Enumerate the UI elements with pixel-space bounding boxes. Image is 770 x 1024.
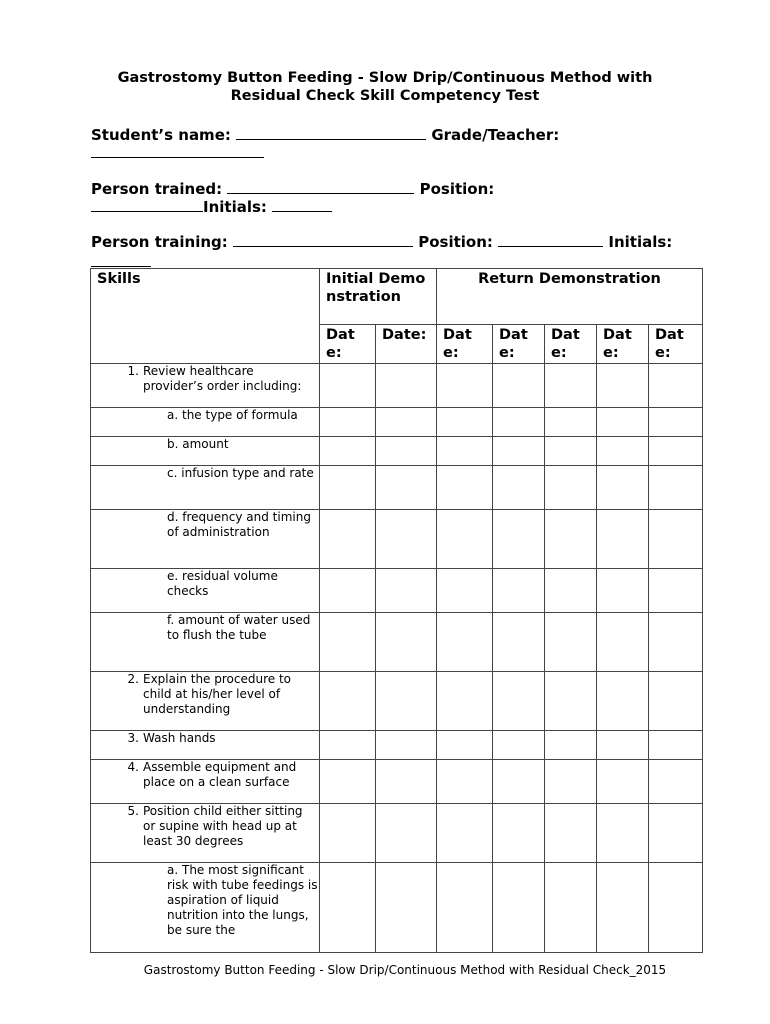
return-demo-cell[interactable]: [597, 364, 649, 408]
sub-skill-label: amount of water used to flush the tube: [167, 613, 311, 642]
initial-demo-cell[interactable]: [376, 760, 437, 804]
initial-demo-cell[interactable]: [376, 804, 437, 863]
student-name-label: Student’s name:: [91, 126, 231, 144]
skill-cell: [91, 466, 320, 510]
return-demo-cell[interactable]: [649, 466, 703, 510]
table-row: [91, 437, 703, 466]
skill-cell: [91, 613, 320, 672]
return-demo-cell[interactable]: [493, 613, 545, 672]
skill-cell: [91, 408, 320, 437]
return-demo-cell[interactable]: [493, 364, 545, 408]
return-demo-cell[interactable]: [437, 613, 493, 672]
sub-skill-letter: b.: [167, 437, 179, 451]
initial-demo-cell[interactable]: [376, 466, 437, 510]
date-header: Date:: [493, 325, 545, 364]
return-demo-cell[interactable]: [437, 466, 493, 510]
return-demo-cell[interactable]: [493, 437, 545, 466]
title-line-2: Residual Check Skill Competency Test: [230, 88, 540, 104]
initial-demo-cell[interactable]: [320, 804, 376, 863]
person-trained-line: [91, 178, 494, 198]
student-line: [91, 124, 559, 144]
return-demo-cell[interactable]: [545, 672, 597, 731]
skill-cell: [91, 760, 320, 804]
return-demo-cell[interactable]: [545, 804, 597, 863]
return-demo-cell[interactable]: [545, 863, 597, 953]
return-demo-cell[interactable]: [597, 510, 649, 569]
initial-demo-cell[interactable]: [376, 672, 437, 731]
return-demo-cell[interactable]: [649, 804, 703, 863]
initial-demo-cell[interactable]: [320, 408, 376, 437]
training-initials-field[interactable]: [91, 266, 151, 267]
initial-demo-header: [320, 269, 437, 325]
title-line-1: Gastrostomy Button Feeding - Slow Drip/Continuous Method with: [117, 70, 653, 86]
return-demo-cell[interactable]: [493, 731, 545, 760]
sub-skill-text: [167, 863, 319, 938]
return-demo-header: Return Demonstration: [437, 269, 703, 325]
sub-skill-label: infusion type and rate: [181, 466, 314, 480]
skill-number: 4.: [127, 760, 139, 774]
return-demo-cell[interactable]: [545, 408, 597, 437]
initial-demo-cell[interactable]: [320, 466, 376, 510]
sub-skill-letter: a.: [167, 408, 179, 422]
skill-cell: [91, 804, 320, 863]
initial-demo-cell[interactable]: [376, 613, 437, 672]
return-demo-cell[interactable]: [597, 731, 649, 760]
skill-label: Wash hands: [143, 731, 216, 745]
date-header: Date:: [545, 325, 597, 364]
trained-position-label: Position:: [419, 180, 495, 198]
return-demo-cell[interactable]: [437, 672, 493, 731]
sub-skill-label: residual volume checks: [167, 569, 278, 598]
table-row: [91, 613, 703, 672]
form-title: [0, 69, 770, 105]
training-initials-label: Initials:: [608, 233, 673, 251]
return-demo-cell[interactable]: [649, 364, 703, 408]
table-row: [91, 408, 703, 437]
table-row: [91, 569, 703, 613]
sub-skill-text: [167, 437, 319, 452]
skill-cell: [91, 569, 320, 613]
skill-number: 5.: [127, 804, 139, 818]
sub-skill-label: The most significant risk with tube feedings is aspiration of liquid nutrition into the lungs, be sure the: [167, 863, 318, 937]
date-header: Date:: [649, 325, 703, 364]
sub-skill-text: [167, 408, 319, 423]
return-demo-cell[interactable]: [437, 569, 493, 613]
training-position-label: Position:: [418, 233, 493, 251]
return-demo-cell[interactable]: [545, 364, 597, 408]
initial-demo-cell[interactable]: [376, 731, 437, 760]
return-demo-cell[interactable]: [545, 510, 597, 569]
return-demo-cell[interactable]: [649, 760, 703, 804]
return-demo-cell[interactable]: [437, 510, 493, 569]
return-demo-cell[interactable]: [437, 760, 493, 804]
sub-skill-text: [167, 510, 319, 540]
grade-teacher-label: Grade/Teacher:: [431, 126, 560, 144]
trained-position-line: [91, 196, 332, 216]
return-demo-cell[interactable]: [597, 672, 649, 731]
sub-skill-label: amount: [182, 437, 229, 451]
return-demo-cell[interactable]: [493, 466, 545, 510]
return-demo-cell[interactable]: [545, 437, 597, 466]
sub-skill-text: [167, 613, 319, 643]
person-trained-field[interactable]: [227, 178, 414, 194]
return-demo-cell[interactable]: [597, 804, 649, 863]
sub-skill-label: the type of formula: [182, 408, 298, 422]
table-row: [91, 510, 703, 569]
return-demo-cell[interactable]: [437, 731, 493, 760]
return-demo-cell[interactable]: [649, 437, 703, 466]
skill-label: Review healthcare provider’s order including:: [143, 364, 302, 393]
return-demo-cell[interactable]: [597, 863, 649, 953]
return-demo-cell[interactable]: [493, 804, 545, 863]
return-demo-cell[interactable]: [545, 613, 597, 672]
return-demo-cell[interactable]: [437, 804, 493, 863]
initial-demo-cell[interactable]: [376, 437, 437, 466]
table-row: [91, 672, 703, 731]
return-demo-cell[interactable]: [437, 408, 493, 437]
date-header: Date:: [597, 325, 649, 364]
return-demo-cell[interactable]: [597, 408, 649, 437]
sub-skill-text: [167, 466, 319, 481]
return-demo-cell[interactable]: [597, 437, 649, 466]
skills-header: Skills: [91, 269, 320, 364]
return-demo-cell[interactable]: [597, 466, 649, 510]
initial-demo-cell[interactable]: [376, 408, 437, 437]
date-header: Date:: [320, 325, 376, 364]
skills-table: [90, 268, 703, 953]
skill-label: Explain the procedure to child at his/her level of understanding: [143, 672, 291, 716]
table-row: [91, 804, 703, 863]
return-demo-cell[interactable]: [493, 672, 545, 731]
initial-demo-cell[interactable]: [320, 863, 376, 953]
return-demo-cell[interactable]: [493, 408, 545, 437]
initial-demo-cell[interactable]: [320, 613, 376, 672]
skill-cell: [91, 863, 320, 953]
skill-cell: [91, 672, 320, 731]
initial-demo-cell[interactable]: [320, 437, 376, 466]
return-demo-cell[interactable]: [493, 760, 545, 804]
return-demo-cell[interactable]: [437, 364, 493, 408]
return-demo-cell[interactable]: [545, 466, 597, 510]
table-row: [91, 731, 703, 760]
return-demo-cell[interactable]: [493, 863, 545, 953]
initial-demo-cell[interactable]: [320, 760, 376, 804]
return-demo-cell[interactable]: [649, 863, 703, 953]
sub-skill-letter: e.: [167, 569, 179, 583]
skill-number: 2.: [127, 672, 139, 686]
initial-demo-cell[interactable]: [320, 672, 376, 731]
skill-number: 1.: [127, 364, 139, 378]
initial-demo-cell[interactable]: [320, 731, 376, 760]
skill-cell: [91, 364, 320, 408]
initial-demo-cell[interactable]: [376, 569, 437, 613]
sub-skill-letter: a.: [167, 863, 179, 877]
sub-skill-letter: d.: [167, 510, 179, 524]
sub-skill-letter: f.: [167, 613, 175, 627]
return-demo-cell[interactable]: [437, 863, 493, 953]
sub-skill-label: frequency and timing of administration: [167, 510, 311, 539]
page-footer: Gastrostomy Button Feeding - Slow Drip/Continuous Method with Residual Check_2015: [143, 963, 667, 977]
return-demo-cell[interactable]: [545, 760, 597, 804]
table-row: [91, 760, 703, 804]
table-header-row: [91, 269, 703, 325]
trained-initials-label: Initials:: [203, 198, 267, 216]
initial-demo-cell[interactable]: [376, 510, 437, 569]
date-header: Date:: [437, 325, 493, 364]
initial-demo-cell[interactable]: [376, 364, 437, 408]
sub-skill-text: [167, 569, 319, 599]
initial-demo-text: Initial Demonstration: [326, 271, 426, 305]
date-header: Date:: [376, 325, 437, 364]
skill-cell: [91, 731, 320, 760]
skill-label: Position child either sitting or supine with head up at least 30 degrees: [143, 804, 303, 848]
return-demo-cell[interactable]: [597, 760, 649, 804]
person-training-field[interactable]: [233, 231, 413, 247]
return-demo-cell[interactable]: [437, 437, 493, 466]
return-demo-cell[interactable]: [649, 613, 703, 672]
return-demo-cell[interactable]: [545, 731, 597, 760]
person-training-label: Person training:: [91, 233, 228, 251]
training-position-field[interactable]: [498, 231, 603, 247]
table-row: [91, 466, 703, 510]
grade-teacher-line: [91, 142, 264, 162]
table-row: [91, 863, 703, 953]
return-demo-cell[interactable]: [649, 510, 703, 569]
sub-skill-letter: c.: [167, 466, 178, 480]
return-demo-cell[interactable]: [597, 613, 649, 672]
return-demo-cell[interactable]: [649, 408, 703, 437]
person-trained-label: Person trained:: [91, 180, 223, 198]
skill-cell: [91, 510, 320, 569]
skill-label: Assemble equipment and place on a clean surface: [143, 760, 297, 789]
person-training-line: [91, 231, 672, 251]
initial-demo-cell[interactable]: [320, 510, 376, 569]
skill-number: 3.: [127, 731, 139, 745]
return-demo-cell[interactable]: [649, 569, 703, 613]
skill-cell: [91, 437, 320, 466]
grade-teacher-field[interactable]: [91, 142, 264, 158]
initial-demo-cell[interactable]: [320, 364, 376, 408]
trained-initials-field[interactable]: [272, 196, 332, 212]
table-row: [91, 364, 703, 408]
trained-position-field[interactable]: [91, 196, 203, 212]
return-demo-cell[interactable]: [493, 569, 545, 613]
initial-demo-cell[interactable]: [320, 569, 376, 613]
return-demo-cell[interactable]: [649, 672, 703, 731]
return-demo-cell[interactable]: [597, 569, 649, 613]
return-demo-cell[interactable]: [545, 569, 597, 613]
return-demo-cell[interactable]: [493, 510, 545, 569]
return-demo-cell[interactable]: [649, 731, 703, 760]
initial-demo-cell[interactable]: [376, 863, 437, 953]
student-name-field[interactable]: [236, 124, 426, 140]
